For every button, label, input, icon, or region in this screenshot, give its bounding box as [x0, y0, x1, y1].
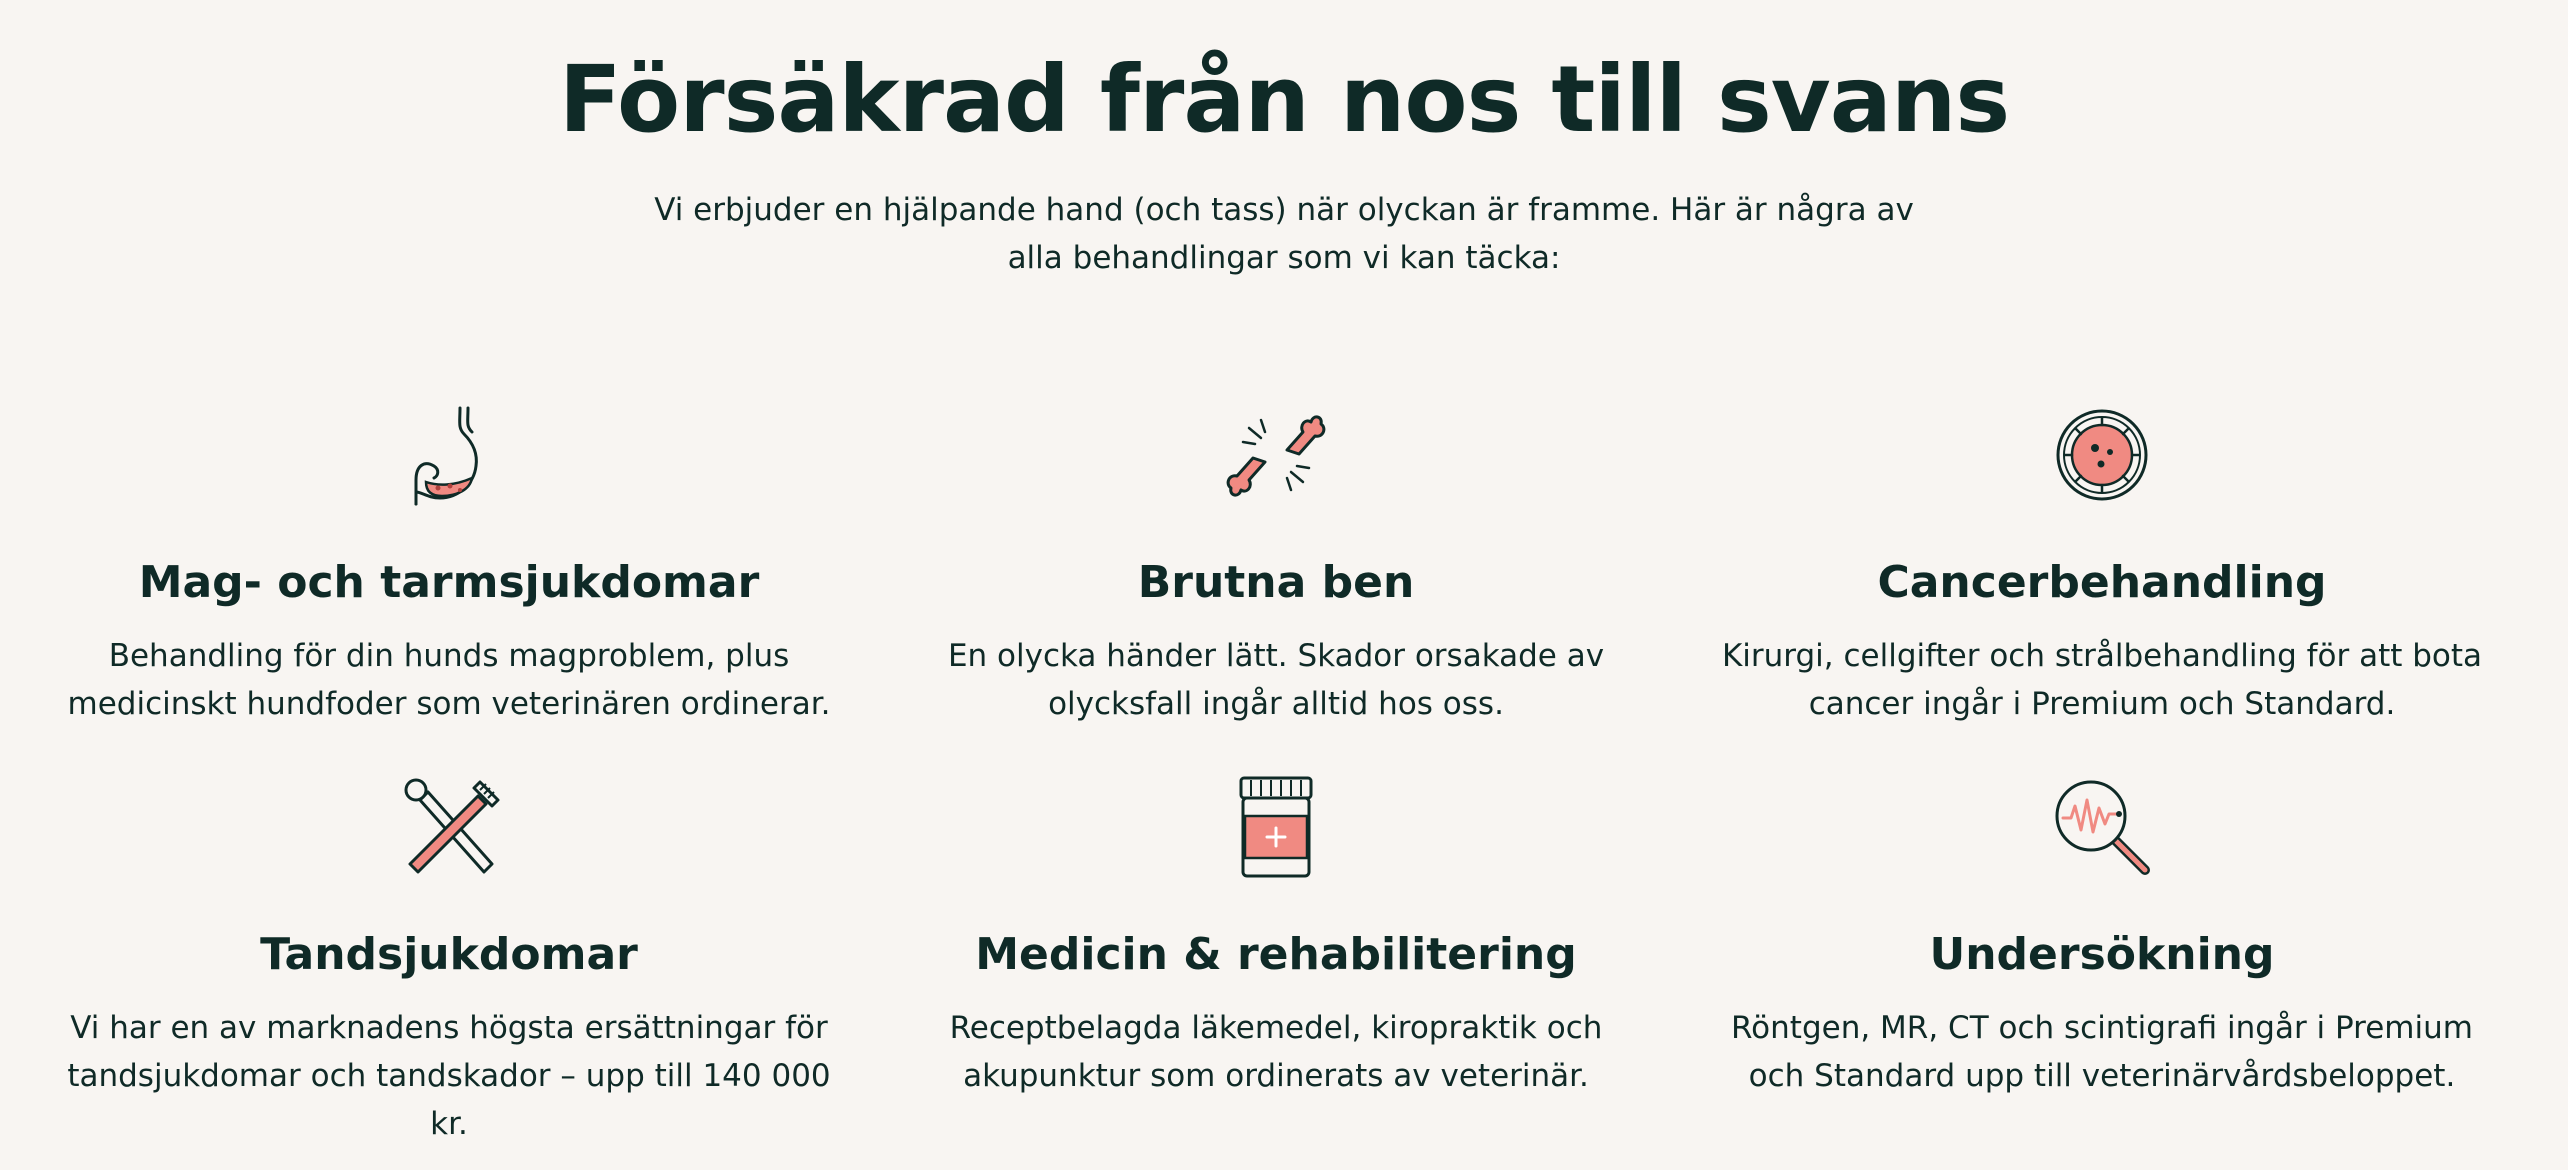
feature-description: Kirurgi, cellgifter och strålbehandling för att bota cancer ingår i Premium och Standard. — [1721, 638, 2483, 722]
feature-title: Brutna ben — [1137, 557, 1415, 608]
feature-gastro — [49, 400, 849, 728]
feature-title: Medicin & rehabilitering — [975, 929, 1577, 980]
feature-cancer — [1702, 400, 2502, 728]
feature-description: Röntgen, MR, CT och scintigrafi ingår i Premium och Standard upp till veterinärvårdsbeloppet. — [1731, 1010, 2473, 1094]
toothbrush-icon — [394, 772, 504, 882]
medicine-jar-icon — [1221, 772, 1331, 882]
cancer-cell-icon — [2047, 400, 2157, 510]
stomach-icon — [394, 400, 504, 510]
feature-description: Vi har en av marknadens högsta ersättningar för tandsjukdomar och tandskador – upp till 140 000 kr. — [67, 1010, 831, 1142]
broken-bone-icon — [1221, 400, 1331, 510]
magnifier-icon — [2047, 772, 2157, 882]
feature-description: Receptbelagda läkemedel, kiropraktik och akupunktur som ordinerats av veterinär. — [949, 1010, 1603, 1094]
feature-title: Mag- och tarmsjukdomar — [138, 557, 760, 608]
feature-broken-bones — [876, 400, 1676, 728]
feature-dental — [49, 772, 849, 1148]
feature-medicine — [876, 772, 1676, 1100]
feature-title: Cancerbehandling — [1877, 557, 2327, 608]
feature-description: Behandling för din hunds magproblem, plus medicinskt hundfoder som veterinären ordinerar. — [67, 638, 831, 722]
feature-title: Undersökning — [1929, 929, 2275, 980]
feature-title: Tandsjukdomar — [260, 929, 638, 980]
section-lead: Vi erbjuder en hjälpande hand (och tass) när olyckan är framme. Här är några av alla behandlingar som vi kan täcka: — [654, 192, 1914, 276]
feature-examination — [1702, 772, 2502, 1100]
section-title: Försäkrad från nos till svans — [558, 46, 2010, 153]
feature-description: En olycka händer lätt. Skador orsakade av olycksfall ingår alltid hos oss. — [947, 638, 1605, 722]
